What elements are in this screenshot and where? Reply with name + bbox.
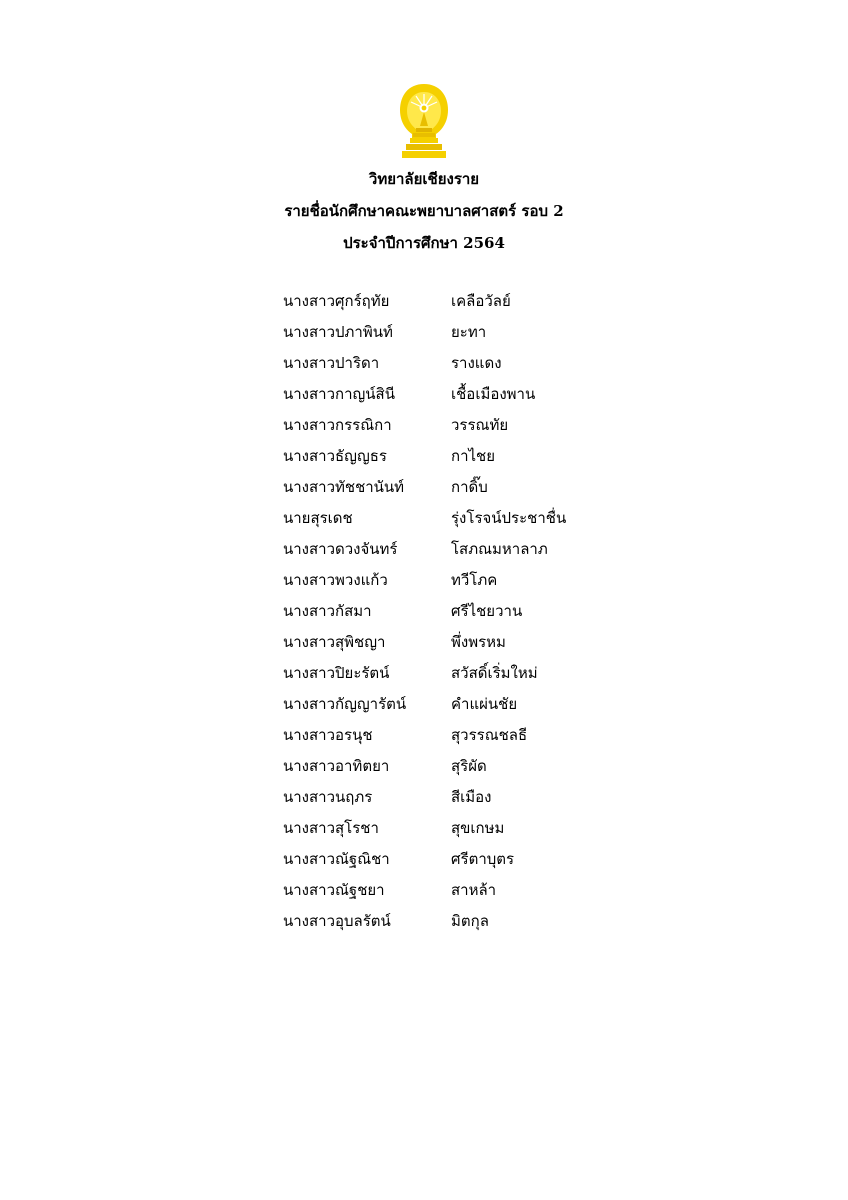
student-first-name: นางสาวอาทิตยา: [283, 757, 390, 775]
student-first-name: นางสาวอรนุช: [283, 726, 373, 744]
student-last-name: รุ่งโรจน์ประชาชื่น: [451, 509, 567, 527]
student-first-name: นางสาวดวงจันทร์: [283, 540, 398, 558]
student-last-name: คำแผ่นชัย: [451, 695, 518, 713]
student-first-name: นางสาวปาริดา: [283, 354, 380, 372]
student-last-name: กาดิ๊บ: [451, 478, 488, 496]
student-row: [283, 503, 643, 534]
student-row: [283, 844, 643, 875]
student-last-name: ศรีตาบุตร: [451, 850, 515, 868]
student-row: [283, 751, 643, 782]
student-row: [283, 627, 643, 658]
academic-year: ประจำปีการศึกษา 2564: [343, 234, 505, 252]
document-title: รายชื่อนักศึกษาคณะพยาบาลศาสตร์ รอบ 2: [284, 202, 564, 220]
institution-name: วิทยาลัยเชียงราย: [368, 170, 480, 188]
student-row: [283, 875, 643, 906]
student-last-name: พึ่งพรหม: [451, 633, 506, 651]
student-last-name: กาไชย: [451, 447, 496, 465]
student-last-name: เชื้อเมืองพาน: [451, 385, 536, 403]
student-row: [283, 596, 643, 627]
student-first-name: นางสาวปภาพินท์: [283, 323, 393, 341]
student-first-name: นางสาวกัสมา: [283, 602, 372, 620]
student-row: [283, 689, 643, 720]
student-first-name: นายสุรเดช: [283, 509, 353, 527]
student-last-name: สีเมือง: [451, 788, 492, 806]
student-row: [283, 379, 643, 410]
student-row: [283, 286, 643, 317]
student-last-name: ทวีโภค: [451, 571, 498, 589]
student-last-name: สุริผัด: [451, 757, 487, 775]
student-row: [283, 534, 643, 565]
student-row: [283, 658, 643, 689]
student-first-name: นางสาวกัญญารัตน์: [283, 695, 407, 713]
student-last-name: สุวรรณชลธี: [451, 726, 528, 744]
student-last-name: เคลือวัลย์: [451, 292, 511, 310]
student-row: [283, 720, 643, 751]
student-last-name: สุขเกษม: [451, 819, 505, 837]
student-first-name: นางสาวสุพิชญา: [283, 633, 386, 651]
student-row: [283, 317, 643, 348]
student-row: [283, 565, 643, 596]
student-last-name: รางแดง: [451, 354, 502, 372]
student-first-name: นางสาวศุกร์ฤทัย: [283, 292, 390, 310]
student-row: [283, 782, 643, 813]
student-last-name: ศรีไชยวาน: [451, 602, 523, 620]
document-header: [0, 163, 848, 259]
student-row: [283, 472, 643, 503]
student-row: [283, 348, 643, 379]
student-last-name: โสภณมหาลาภ: [451, 540, 548, 558]
student-row: [283, 813, 643, 844]
student-first-name: นางสาวพวงแก้ว: [283, 571, 388, 589]
student-first-name: นางสาวณัฐณิชา: [283, 850, 390, 868]
student-row: [283, 441, 643, 472]
student-last-name: วรรณทัย: [451, 416, 509, 434]
university-emblem-icon: [392, 82, 456, 160]
student-first-name: นางสาวอุบลรัตน์: [283, 912, 391, 930]
student-first-name: นางสาวนฤภร: [283, 788, 373, 806]
student-first-name: นางสาวสุโรชา: [283, 819, 379, 837]
student-first-name: นางสาวทัชชานันท์: [283, 478, 405, 496]
student-first-name: นางสาวกาญน์สินี: [283, 385, 395, 403]
student-row: [283, 906, 643, 937]
student-last-name: สวัสดิ์เริ่มใหม่: [451, 664, 538, 682]
student-first-name: นางสาวปิยะรัตน์: [283, 664, 390, 682]
student-last-name: มิตกุล: [451, 912, 489, 930]
student-first-name: นางสาวณัฐชยา: [283, 881, 385, 899]
student-first-name: นางสาวธัญญธร: [283, 447, 387, 465]
student-first-name: นางสาวกรรณิกา: [283, 416, 392, 434]
student-last-name: ยะทา: [451, 323, 487, 341]
student-last-name: สาหล้า: [451, 881, 497, 899]
student-list: [283, 286, 643, 937]
student-row: [283, 410, 643, 441]
